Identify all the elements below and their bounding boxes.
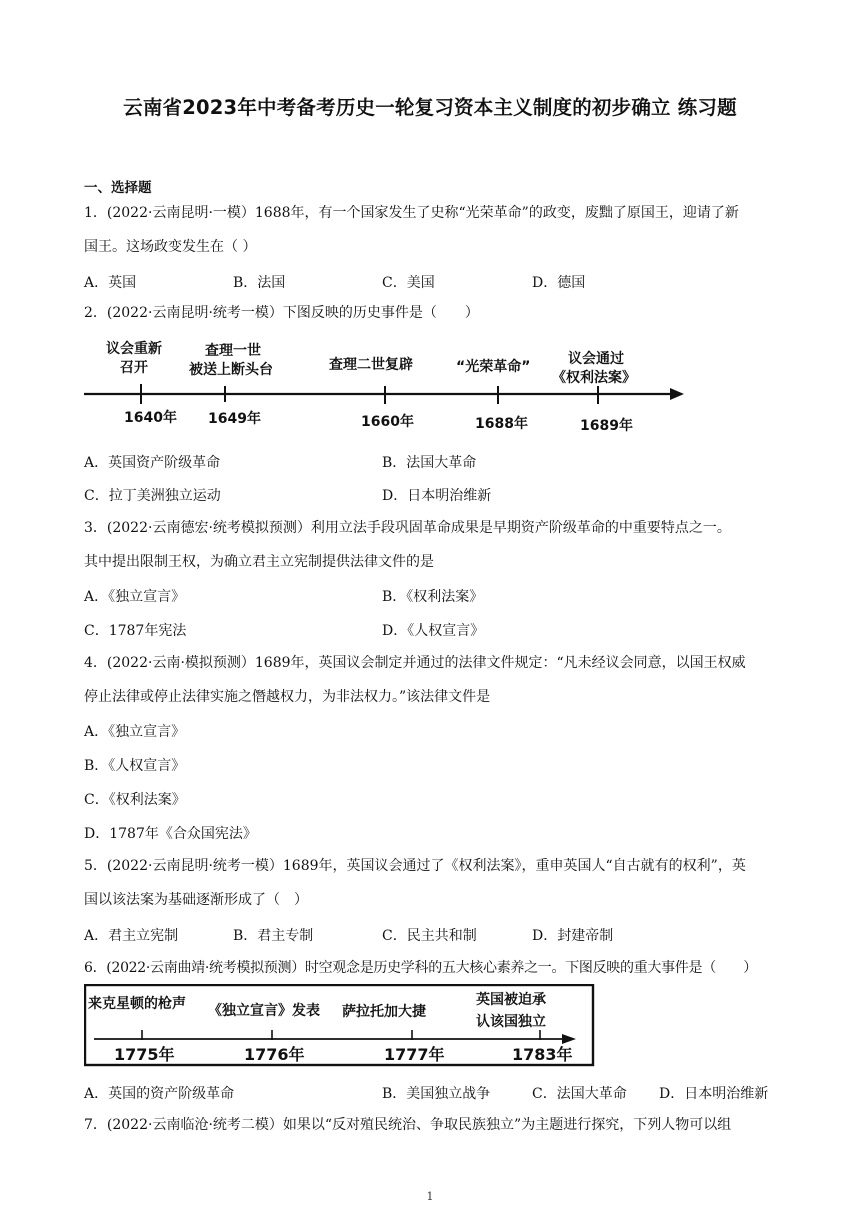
tl2-event-2: 《独立宣言》发表 [208, 1003, 320, 1019]
tl1-event-2b: 被送上断头台 [189, 362, 273, 378]
q4-option-a[interactable]: A．《独立宣言》 [84, 724, 186, 740]
question-4-stem-cont: 停止法律或停止法律实施之僭越权力，为非法权力。”该法律文件是 [84, 689, 491, 705]
q2-option-b[interactable]: B．法国大革命 [382, 455, 477, 471]
tl1-event-1b: 召开 [120, 360, 148, 376]
timeline-figure-american-independence [84, 984, 596, 1070]
q3-option-a[interactable]: A．《独立宣言》 [84, 589, 186, 605]
tl1-event-3: 查理二世复辟 [329, 357, 413, 373]
q5-option-b[interactable]: B．君主专制 [233, 928, 314, 944]
tl2-event-3: 萨拉托加大捷 [342, 1004, 426, 1020]
tl1-event-1a: 议会重新 [106, 341, 162, 357]
tl1-year-1649: 1649年 [208, 411, 261, 427]
section-heading: 一、选择题 [84, 180, 152, 196]
question-4-stem: 4．(2022·云南·模拟预测）1689年，英国议会制定并通过的法律文件规定：“凡未经议会同意，以国王权威 [84, 655, 746, 671]
question-2-stem: 2．(2022·云南昆明·统考一模）下图反映的历史事件是（ ） [84, 305, 479, 321]
tl2-year-1783: 1783年 [512, 1045, 573, 1064]
question-1-stem: 1．(2022·云南昆明·一模）1688年，有一个国家发生了史称“光荣革命”的政变，废黜了原国王，迎请了新 [84, 205, 739, 221]
timeline-figure-english-revolution [84, 336, 689, 438]
tl1-event-5b: 《权利法案》 [552, 370, 636, 386]
tl2-event-4a: 英国被迫承 [476, 992, 546, 1008]
q4-option-b[interactable]: B．《人权宣言》 [84, 758, 186, 774]
q2-option-c[interactable]: C．拉丁美洲独立运动 [84, 488, 221, 504]
q3-option-b[interactable]: B．《权利法案》 [382, 589, 484, 605]
q6-option-d[interactable]: D．日本明治维新 [659, 1086, 769, 1102]
question-5-stem: 5．(2022·云南昆明·统考一模）1689年，英国议会通过了《权利法案》，重申英国人“自古就有的权利”，英 [84, 858, 746, 874]
tl1-year-1640: 1640年 [124, 410, 177, 426]
q5-option-d[interactable]: D．封建帝制 [532, 928, 614, 944]
question-1-stem-cont: 国王。这场政变发生在（ ） [84, 239, 257, 255]
tl1-year-1688: 1688年 [475, 416, 528, 432]
tl1-year-1660: 1660年 [361, 414, 414, 430]
q1-option-b[interactable]: B．法国 [233, 275, 286, 291]
q4-option-c[interactable]: C．《权利法案》 [84, 792, 186, 808]
tl2-event-1: 来克星顿的枪声 [88, 996, 186, 1012]
tl2-event-4b: 认该国独立 [476, 1014, 546, 1030]
q6-option-a[interactable]: A．英国的资产阶级革命 [84, 1086, 235, 1102]
q1-option-c[interactable]: C．美国 [382, 275, 435, 291]
page-number: 1 [426, 1190, 434, 1203]
tl1-event-2a: 查理一世 [205, 343, 261, 359]
tl1-event-4: “光荣革命” [456, 359, 531, 375]
q1-option-a[interactable]: A．英国 [84, 275, 137, 291]
q5-option-a[interactable]: A．君主立宪制 [84, 928, 179, 944]
page-title: 云南省2023年中考备考历史一轮复习资本主义制度的初步确立 练习题 [123, 96, 737, 119]
question-6-stem: 6．(2022·云南曲靖·统考模拟预测）时空观念是历史学科的五大核心素养之一。下图反映的重大事件是（ ） [84, 960, 757, 976]
q4-option-d[interactable]: D．1787年《合众国宪法》 [84, 826, 257, 842]
question-5-stem-cont: 国以该法案为基础逐渐形成了（ ） [84, 892, 308, 908]
tl1-year-1689: 1689年 [580, 418, 633, 434]
q1-option-d[interactable]: D．德国 [532, 275, 586, 291]
q2-option-a[interactable]: A．英国资产阶级革命 [84, 455, 221, 471]
tl2-year-1776: 1776年 [244, 1045, 305, 1064]
tl1-event-5a: 议会通过 [568, 351, 624, 367]
q6-option-b[interactable]: B．美国独立战争 [382, 1086, 491, 1102]
question-3-stem: 3．(2022·云南德宏·统考模拟预测）利用立法手段巩固革命成果是早期资产阶级革命的中重要特点之一。 [84, 520, 731, 536]
q6-option-c[interactable]: C．法国大革命 [532, 1086, 627, 1102]
q2-option-d[interactable]: D．日本明治维新 [382, 488, 492, 504]
q3-option-d[interactable]: D．《人权宣言》 [382, 623, 485, 639]
tl2-year-1777: 1777年 [384, 1045, 445, 1064]
tl2-year-1775: 1775年 [114, 1045, 175, 1064]
question-3-stem-cont: 其中提出限制王权，为确立君主立宪制提供法律文件的是 [84, 554, 434, 570]
q5-option-c[interactable]: C．民主共和制 [382, 928, 477, 944]
question-7-stem: 7．(2022·云南临沧·统考二模）如果以“反对殖民统治、争取民族独立”为主题进行探究，下列人物可以组 [84, 1117, 732, 1133]
q3-option-c[interactable]: C．1787年宪法 [84, 623, 187, 639]
